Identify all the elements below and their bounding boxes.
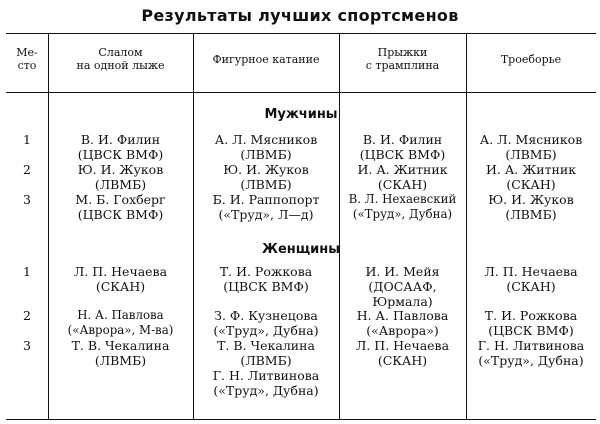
athlete-club: (ЛВМБ) <box>505 147 557 162</box>
cell-triathlon <box>466 338 596 368</box>
cell-jumps <box>339 192 466 222</box>
header-jumps <box>339 46 466 72</box>
athlete-club: (СКАН) <box>95 279 146 294</box>
cell-triathlon <box>466 132 596 162</box>
header-place-line: Ме- <box>16 46 38 59</box>
cell-figure <box>193 338 339 398</box>
page-title: Результаты лучших спортсменов <box>141 6 459 25</box>
athlete-club: (ЛВМБ) <box>240 177 292 192</box>
athlete-club: («Труд», Дубна) <box>478 353 584 368</box>
header-figure <box>193 53 339 66</box>
results-table <box>6 33 596 420</box>
section-men-label: Мужчины <box>264 107 338 122</box>
cell-figure <box>193 162 339 192</box>
athlete-name: В. Л. Нехаевский <box>348 192 457 206</box>
athlete-name: В. И. Филин <box>80 132 161 147</box>
header-place-line: сто <box>17 59 37 72</box>
athlete-club: (ЛВМБ) <box>94 177 147 192</box>
cell-jumps <box>339 162 466 192</box>
cell-figure <box>193 308 339 338</box>
header-slalom <box>48 46 193 72</box>
athlete-club: (ЦВСК ВМФ) <box>77 147 164 162</box>
athlete-club: (СКАН) <box>377 353 428 368</box>
cell-triathlon <box>466 192 596 222</box>
cell-triathlon <box>466 264 596 294</box>
cell-figure <box>193 132 339 162</box>
athlete-name: Н. А. Павлова <box>356 308 449 323</box>
athlete-club: (ДОСААФ, <box>368 279 437 294</box>
cell-jumps <box>339 132 466 162</box>
athlete-name: И. А. Житник <box>357 162 448 177</box>
cell-figure <box>193 192 339 222</box>
athlete-name: Н. А. Павлова <box>77 308 164 322</box>
athlete-name: Ю. И. Жуков <box>488 192 574 207</box>
header-jumps-line: Прыжки <box>377 46 428 59</box>
athlete-club: (ЛВМБ) <box>240 353 292 368</box>
athlete-club: (ЦВСК ВМФ) <box>77 207 164 222</box>
athlete-club: (ЛВМБ) <box>505 207 557 222</box>
cell-triathlon <box>466 308 596 338</box>
athlete-name: Б. И. Раппопорт <box>212 192 320 207</box>
athlete-club: (ЛВМБ) <box>240 147 292 162</box>
athlete-name: Ю. И. Жуков <box>223 162 309 177</box>
athlete-club: (СКАН) <box>506 177 556 192</box>
athlete-club: (ЦВСК ВМФ) <box>223 279 309 294</box>
cell-triathlon <box>466 162 596 192</box>
athlete-club: («Аврора») <box>366 323 439 338</box>
place-number: 2 <box>23 308 31 323</box>
athlete-name: Л. П. Нечаева <box>73 264 168 279</box>
athlete-name: И. И. Мейя <box>365 264 440 279</box>
athlete-name: М. Б. Гохберг <box>75 192 166 207</box>
athlete-name: А. Л. Мясников <box>479 132 583 147</box>
athlete-club: Юрмала) <box>372 294 433 309</box>
section-women-label: Женщины <box>262 242 340 257</box>
athlete-club: («Труд», Л—д) <box>218 207 314 222</box>
athlete-club: («Труд», Дубна) <box>213 323 319 338</box>
athlete-name: Т. И. Рожкова <box>219 264 313 279</box>
athlete-name: В. И. Филин <box>362 132 443 147</box>
header-jumps-line: с трамплина <box>365 59 440 72</box>
header-slalom-line: на одной лыже <box>76 59 165 72</box>
place-number: 1 <box>23 264 31 279</box>
athlete-club: («Труд», Дубна) <box>352 207 453 221</box>
athlete-name: Л. П. Нечаева <box>484 264 578 279</box>
place-number: 3 <box>23 338 31 353</box>
cell-jumps <box>339 264 466 309</box>
athlete-club: («Труд», Дубна) <box>213 383 319 398</box>
athlete-name: А. Л. Мясников <box>214 132 318 147</box>
athlete-club: (ЛВМБ) <box>94 353 147 368</box>
athlete-name: Т. В. Чекалина <box>71 338 170 353</box>
header-place <box>6 46 48 72</box>
place-number: 1 <box>23 132 31 147</box>
header-slalom-line: Слалом <box>98 46 143 59</box>
cell-jumps <box>339 338 466 368</box>
cell-slalom <box>48 338 193 368</box>
cell-jumps <box>339 308 466 338</box>
athlete-club: (СКАН) <box>506 279 556 294</box>
athlete-club: (ЦВСК ВМФ) <box>488 323 574 338</box>
athlete-name: Ю. И. Жуков <box>77 162 164 177</box>
cell-slalom <box>48 264 193 294</box>
cell-slalom <box>48 192 193 222</box>
place-number: 2 <box>23 162 31 177</box>
header-divider <box>6 92 596 93</box>
athlete-club: («Аврора», М-ва) <box>67 323 174 337</box>
cell-slalom <box>48 132 193 162</box>
athlete-name: З. Ф. Кузнецова <box>214 308 318 323</box>
athlete-name: И. А. Житник <box>485 162 577 177</box>
athlete-name: Г. Н. Литвинова <box>212 368 320 383</box>
cell-figure <box>193 264 339 294</box>
cell-slalom <box>48 308 193 338</box>
athlete-club: (СКАН) <box>377 177 428 192</box>
athlete-name: Т. В. Чекалина <box>217 338 315 353</box>
place-number: 3 <box>23 192 31 207</box>
athlete-name: Л. П. Нечаева <box>355 338 450 353</box>
header-triathlon <box>466 53 596 66</box>
cell-slalom <box>48 162 193 192</box>
athlete-name: Т. И. Рожкова <box>484 308 578 323</box>
header-triathlon-line: Троеборье <box>500 53 562 66</box>
athlete-club: (ЦВСК ВМФ) <box>359 147 446 162</box>
athlete-name: Г. Н. Литвинова <box>477 338 585 353</box>
header-figure-line: Фигурное катание <box>212 53 320 66</box>
